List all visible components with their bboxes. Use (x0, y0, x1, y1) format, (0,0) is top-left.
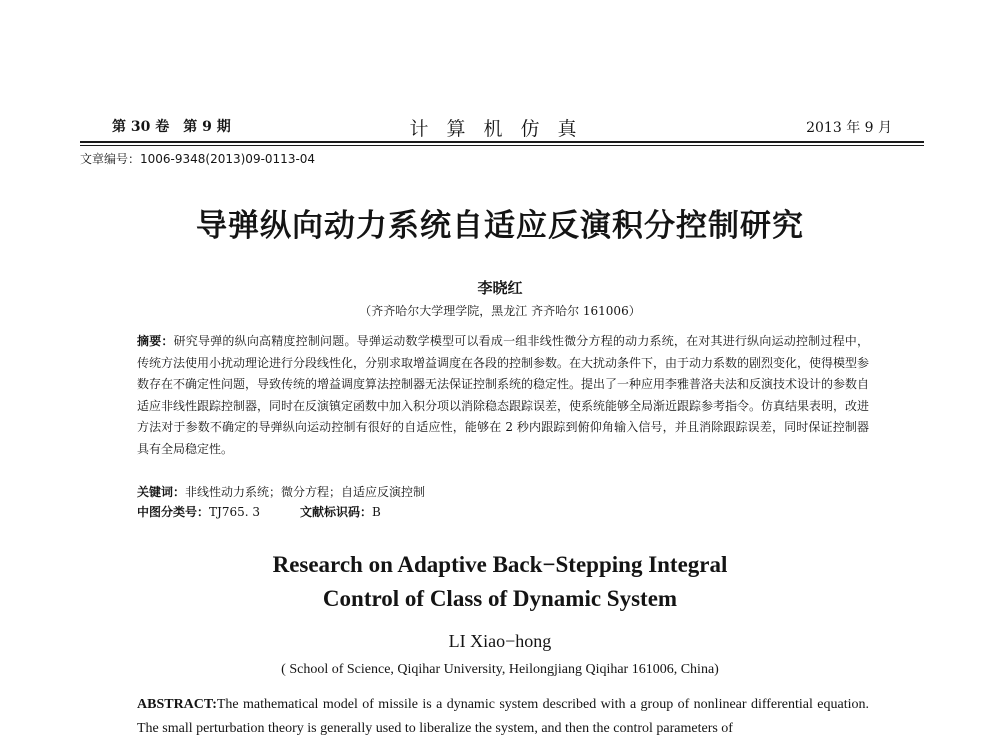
title-english (0, 548, 1000, 616)
running-header (112, 114, 892, 140)
volume-issue: 第 30 卷 第 9 期 (112, 119, 231, 135)
title-english-line-1: Research on Adaptive Back−Stepping Integral (272, 552, 728, 577)
abstract-english-text: The mathematical model of missile is a dynamic system described with a group of nonlinear differential equation. The small perturbation theory is generally used to liberalize the system, and then the control parameters of (137, 697, 869, 736)
keywords-text: 非线性动力系统；微分方程；自适应反演控制 (185, 485, 426, 499)
abstract-label: 摘要： (137, 334, 174, 348)
abstract-chinese (137, 331, 869, 460)
publication-date: 2013 年 9 月 (806, 120, 892, 136)
header-rule-thin (80, 145, 924, 146)
abstract-text: 研究导弹的纵向高精度控制问题。导弹运动数学模型可以看成一组非线性微分方程的动力系统，在对其进行纵向运动控制过程中，传统方法使用小扰动理论进行分段线性化，分别求取增益调度在各段的控制参数。在大扰动条件下，由于动力系数的剧烈变化，使得模型参数存在不确定性问题，导致传统的增益调度算法控制器无法保证控制系统的稳定性。提出了一种应用李雅普洛夫法和反演技术设计的参数自适应非线性跟踪控制器，同时在反演镇定函数中加入积分项以消除稳态跟踪误差，使系统能够全局渐近跟踪参考指令。仿真结果表明，改进方法对于参数不确定的导弹纵向运动控制有很好的自适应性，能够在 2 秒内跟踪到俯仰角输入信号，并且消除跟踪误差，同时保证控制器具有全局稳定性。 (137, 334, 870, 456)
clc-value: TJ765. 3 (209, 505, 260, 519)
affiliation-chinese: （齐齐哈尔大学理学院，黑龙江 齐齐哈尔 161006） (359, 304, 641, 318)
affiliation-english: ( School of Science, Qiqihar University, Heilongjiang Qiqihar 161006, China) (281, 662, 719, 677)
abstract-english-label: ABSTRACT: (137, 697, 217, 712)
title-chinese: 导弹纵向动力系统自适应反演积分控制研究 (196, 208, 804, 244)
title-english-line-2: Control of Class of Dynamic System (322, 586, 678, 611)
doc-code-value: B (372, 505, 381, 519)
author-chinese: 李晓红 (477, 279, 523, 297)
journal-name: 计算机仿真 (409, 118, 595, 140)
abstract-english (137, 693, 869, 741)
doc-code-label: 文献标识码： (300, 505, 373, 519)
author-english: LI Xiao−hong (448, 631, 552, 651)
keywords (137, 482, 869, 502)
article-number: 文章编号：1006-9348(2013)09-0113-04 (80, 152, 316, 166)
clc-label: 中图分类号： (137, 505, 210, 519)
header-rule-thick (80, 141, 924, 143)
keywords-label: 关键词： (137, 485, 186, 499)
classification (137, 502, 869, 522)
